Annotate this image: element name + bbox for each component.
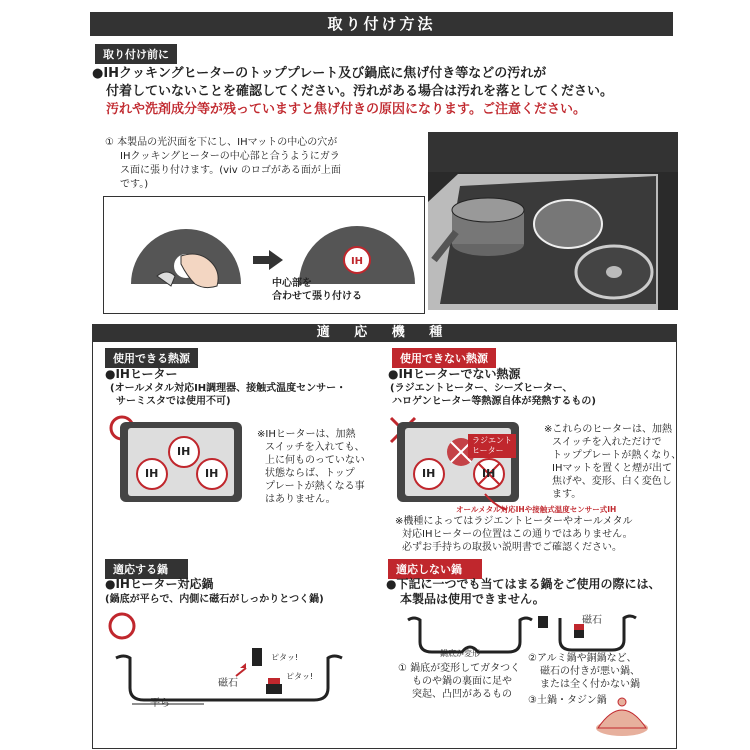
pot-ng-case-2: ②アルミ鍋や銅鍋など、 磁石の付きが悪い鍋、 または全く付かない鍋 (528, 653, 640, 690)
step1-caption-1: 中心部を (272, 278, 312, 289)
pot-ng-case-1: ① 鍋底が変形してガタつく ものや鍋の裏面に足や 突起、凸凹があるもの (398, 663, 521, 700)
step1-illustration (103, 196, 425, 314)
unusable-foot-3: 必ずお手持ちの取扱い説明書でご確認ください。 (402, 542, 622, 553)
before-warning: 汚れや洗剤成分等が残っていますと焦げ付きの原因になります。ご注意ください。 (106, 102, 586, 117)
usable-item: ●IHヒーター (105, 367, 178, 381)
radiant-callout: ラジエント ヒーター (468, 434, 516, 458)
pot-ng-case-3: ③土鍋・タジン鍋 (528, 695, 607, 706)
unusable-cooktop (385, 410, 535, 510)
pot-ng-item: ●下記に一つでも当てはまる鍋をご使用の際には、 (386, 577, 661, 591)
before-install-tag: 取り付け前に (95, 44, 177, 64)
pot-ng-deform-label: 鍋底が変形 (440, 649, 480, 658)
unusable-burner-1: IH (422, 467, 436, 480)
unusable-note: ※これらのヒーターは、加熱 スイッチを入れただけで トッププレートが熱くなり、 IHマットを置くと煙が出て 焦げや、変形、白く変色し ます。 (544, 424, 682, 500)
before-line-1: ●IHクッキングヒーターのトッププレート及び鍋底に焦げ付き等などの汚れが (92, 66, 547, 81)
pot-ok-tag: 適応する鍋 (105, 559, 188, 579)
pot-ok-sub: (鍋底が平らで、内側に磁石がしっかりとつく鍋) (105, 594, 324, 605)
usable-burner-2: IH (145, 467, 159, 480)
pot-ok-pita-2: ピタッ! (286, 672, 314, 681)
pot-ng-magnet-label: 磁石 (582, 615, 602, 626)
step1-line-3: ス面に張り付けます。(viv のロゴがある面が上面 (120, 165, 341, 176)
unusable-foot-2: 対応IHヒーターの位置はこの通りではありません。 (402, 529, 633, 540)
usable-note: ※IHヒーターは、加熱 スイッチを入れても、 上に何ものっていない 状態ならば、トップ プレートが熱くなる事 はありません。 (257, 429, 365, 505)
cooktop-illustration (428, 132, 678, 310)
unusable-sub-2: ハロゲンヒーター等熱源自体が発熱するもの) (392, 396, 596, 407)
models-title-bar (92, 324, 677, 342)
step1-line-1: ① 本製品の光沢面を下にし、IHマットの中心の穴が (105, 137, 338, 148)
pot-ng-item-2: 本製品は使用できません。 (400, 592, 545, 606)
unusable-burner-2: IH (482, 467, 496, 480)
step1-line-2: IHクッキングヒーターの中心部と合うようにガラ (120, 151, 340, 162)
usable-sub-1: (オールメタル対応IH調理器、接触式温度センサー・ (110, 383, 347, 394)
usable-burner-3: IH (205, 467, 219, 480)
pot-ok-item: ●IHヒーター対応鍋 (105, 577, 214, 591)
before-line-2: 付着していないことを確認してください。汚れがある場合は汚れを落としてください。 (106, 84, 614, 99)
section-title-bar (90, 12, 673, 36)
pot-ok-flat-label: 平ら (150, 698, 170, 709)
models-title: 適 応 機 種 (316, 325, 453, 340)
usable-tag: 使用できる熱源 (105, 348, 198, 368)
unusable-foot-1: ※機種によってはラジエントヒーターやオールメタル (395, 516, 633, 527)
unusable-tag: 使用できない熱源 (392, 348, 496, 368)
pot-ok-pita-1: ピタッ! (271, 653, 299, 662)
unusable-item: ●IHヒーターでない熱源 (388, 367, 521, 381)
allmetal-note: オールメタル対応IHや接触式温度センサー式IH (456, 505, 617, 514)
step1-caption-2: 合わせて張り付ける (272, 291, 362, 302)
unusable-sub-1: (ラジエントヒーター、シーズヒーター、 (390, 383, 573, 394)
step1-ih-label: IH (350, 256, 364, 267)
pot-ok-illustration (104, 606, 354, 710)
usable-burner-1: IH (177, 445, 191, 458)
page-title: 取り付け方法 (327, 15, 436, 33)
pot-ng-tag: 適応しない鍋 (388, 559, 482, 579)
step1-line-4: です。) (120, 179, 149, 190)
pot-ok-magnet-label: 磁石 (218, 678, 238, 689)
usable-sub-2: サーミスタでは使用不可) (116, 396, 231, 407)
